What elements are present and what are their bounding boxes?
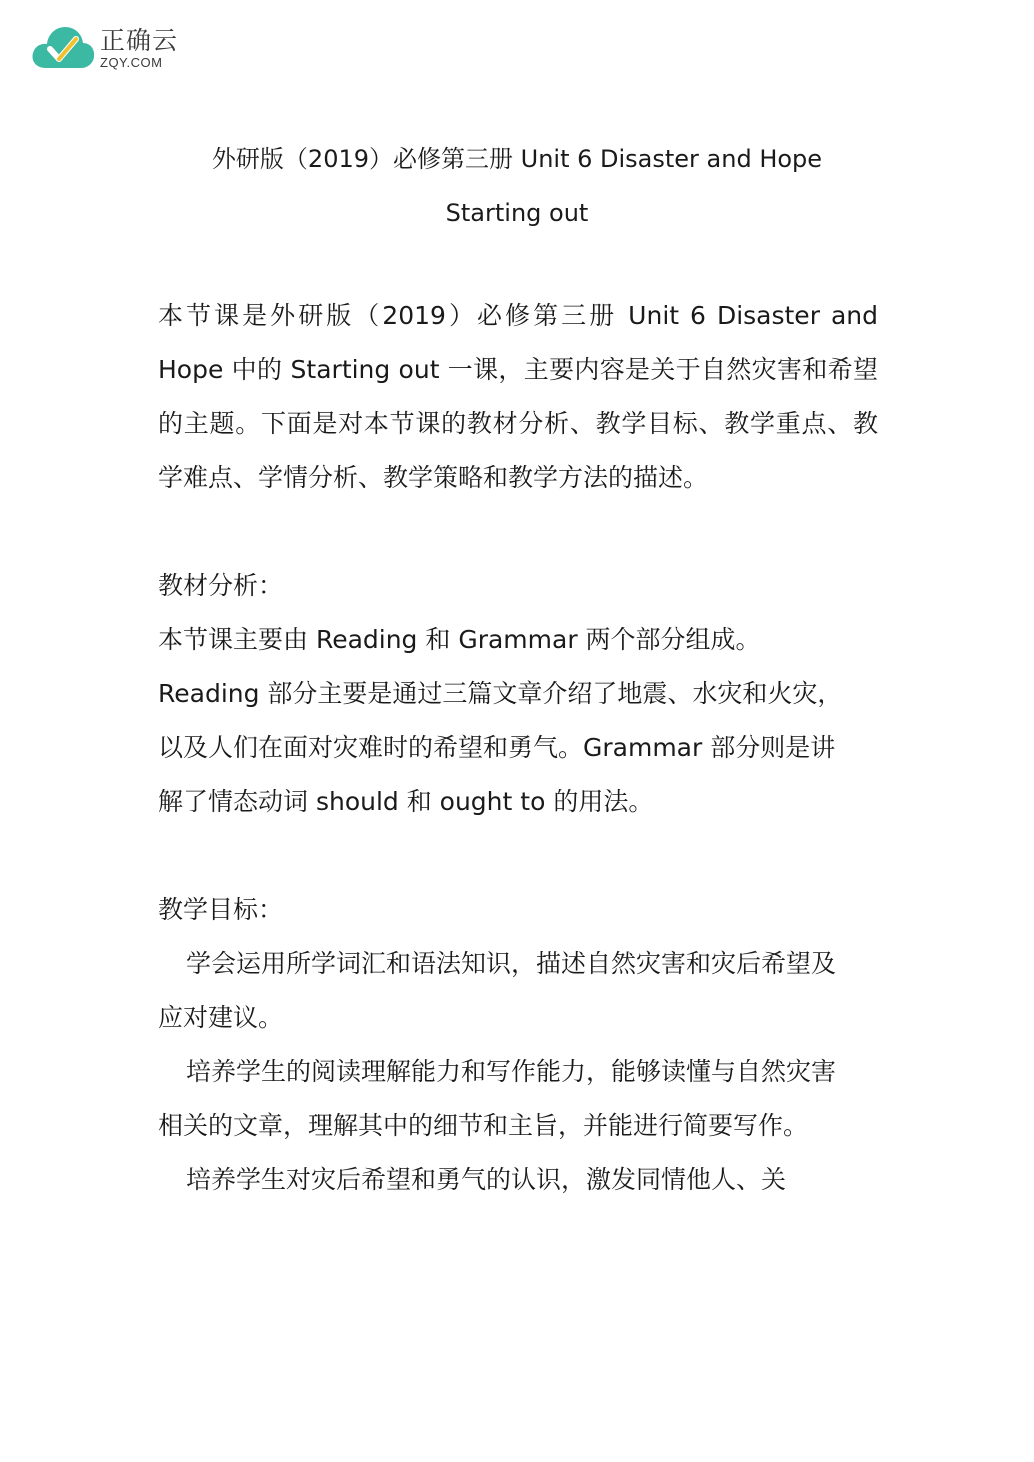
objective-item: 培养学生的阅读理解能力和写作能力，能够读懂与自然灾害相关的文章，理解其中的细节和主旨，并能进行简要写作。 — [158, 1057, 837, 1140]
title-line-1: 外研版（2019）必修第三册 Unit 6 Disaster and Hope — [211, 145, 823, 173]
logo-name-en: ZQY.COM — [100, 54, 163, 70]
objective-item: 学会运用所学词汇和语法知识，描述自然灾害和灾后希望及应对建议。 — [158, 949, 837, 1032]
spacer — [158, 505, 878, 559]
title-line-2: Starting out — [445, 199, 589, 227]
objective-item: 培养学生对灾后希望和勇气的认识，激发同情他人、关 — [186, 1165, 787, 1194]
section-heading-materials: 教材分析： — [158, 571, 284, 600]
site-logo — [30, 22, 178, 74]
cloud-check-logo-icon — [30, 22, 96, 74]
intro-paragraph: 本节课是外研版（2019）必修第三册 Unit 6 Disaster and Hope 中的 Starting out 一课，主要内容是关于自然灾害和希望的主题。下面是对本节课的教材分析、教学目标、教学重点、教学难点、学情分析、教学策略和教学方法的描述。 — [158, 301, 878, 492]
document-body — [158, 289, 878, 1207]
spacer — [158, 829, 878, 883]
logo-name-cn: 正确云 — [100, 25, 179, 55]
document-title — [0, 132, 1034, 240]
section-heading-objectives: 教学目标： — [158, 895, 284, 924]
section-body-materials: 本节课主要由 Reading 和 Grammar 两个部分组成。Reading 部分主要是通过三篇文章介绍了地震、水灾和火灾，以及人们在面对灾难时的希望和勇气。Grammar 部分则是讲解了情态动词 should 和 ought to 的用法。 — [158, 625, 843, 816]
